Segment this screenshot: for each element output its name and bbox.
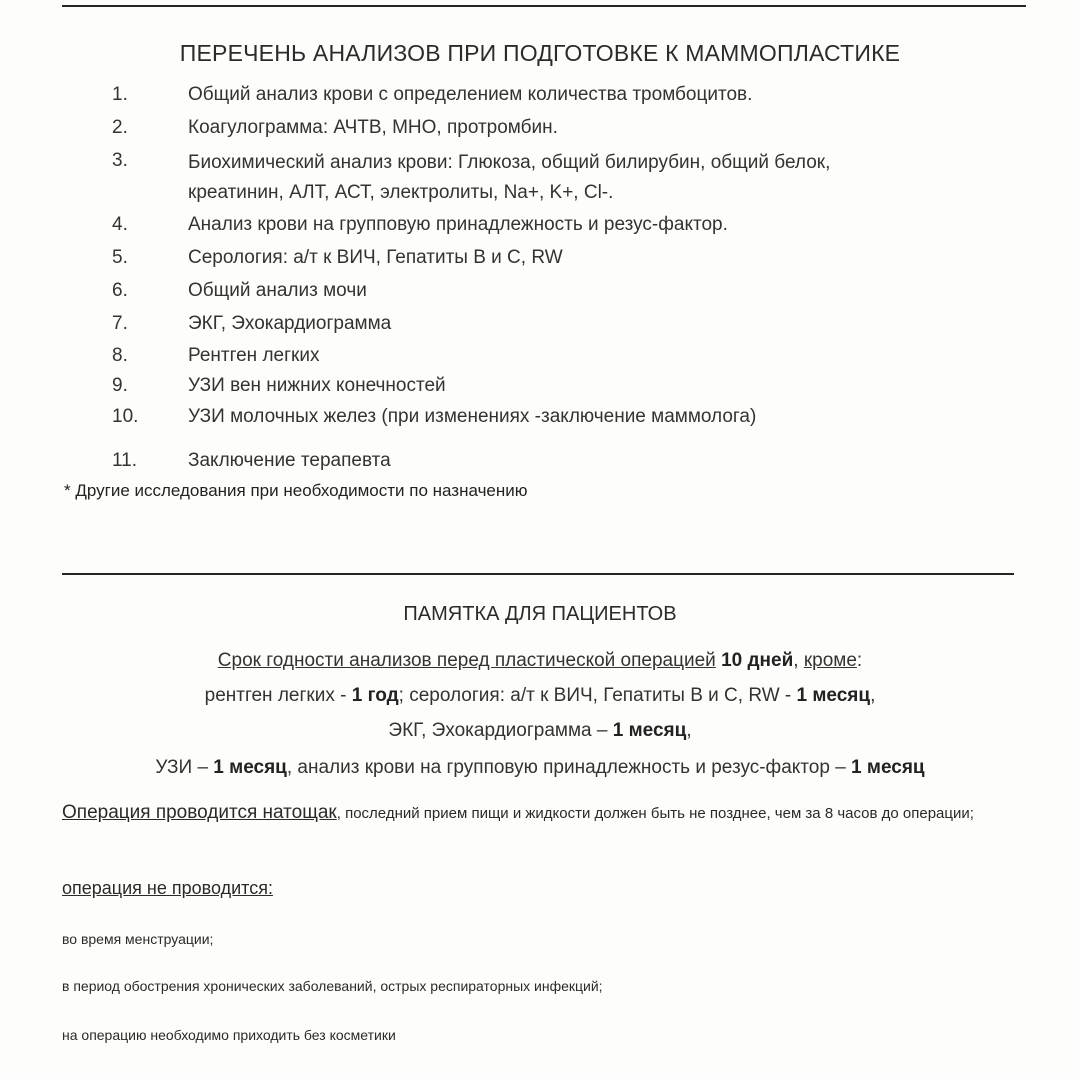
item-number: 10.	[112, 406, 139, 427]
validity-term: 1 месяц	[851, 757, 925, 778]
item-text: Общий анализ крови с определением количества тромбоцитов.	[188, 84, 753, 105]
item-text: ЭКГ, Эхокардиограмма	[188, 313, 392, 334]
item-number: 4.	[112, 214, 128, 235]
contraindication-2: в период обострения хронических заболеваний, острых респираторных инфекций;	[62, 978, 603, 994]
patient-memo-title: ПАМЯТКА ДЛЯ ПАЦИЕНТОВ	[403, 603, 677, 625]
validity-text: ,	[870, 685, 876, 706]
analyses-list-title: ПЕРЕЧЕНЬ АНАЛИЗОВ ПРИ ПОДГОТОВКЕ К МАММОПЛАСТИКЕ	[179, 40, 901, 66]
item-text: Анализ крови на групповую принадлежность и резус-фактор.	[188, 214, 728, 235]
validity-except: кроме	[803, 650, 857, 671]
item-text: УЗИ молочных желез (при изменениях -заключение маммолога)	[188, 406, 757, 427]
fasting-lead: Операция проводится натощак	[62, 802, 337, 823]
item-number: 7.	[112, 313, 128, 334]
validity-line-3	[0, 718, 1080, 744]
fasting-rest: , последний прием пищи и жидкости должен быть не позднее, чем за 8 часов до операции;	[336, 805, 974, 822]
not-performed-heading	[62, 878, 1022, 899]
validity-days: 10 дней	[715, 650, 794, 671]
validity-line-1	[0, 648, 1080, 674]
item-number: 1.	[112, 84, 128, 105]
contraindication-3: на операцию необходимо приходить без косметики	[62, 1027, 396, 1043]
validity-line-2	[0, 683, 1080, 709]
validity-term: 1 месяц	[213, 757, 287, 778]
validity-term: 1 месяц	[796, 685, 871, 706]
item-text: Коагулограмма: АЧТВ, МНО, протромбин.	[188, 117, 558, 138]
validity-colon: :	[856, 650, 863, 671]
validity-line-4	[0, 755, 1080, 781]
item-number: 8.	[112, 345, 128, 366]
item-text: Серология: а/т к ВИЧ, Гепатиты В и С, RW	[188, 247, 563, 268]
item-number: 11.	[112, 450, 138, 471]
validity-text: ; серология: а/т к ВИЧ, Гепатиты В и С, RW -	[398, 685, 797, 706]
item-number: 3.	[112, 150, 128, 171]
item-text: Общий анализ мочи	[188, 280, 367, 301]
top-divider	[62, 5, 1026, 7]
validity-term: 1 месяц	[612, 720, 687, 741]
item-number: 9.	[112, 375, 128, 396]
item-number: 5.	[112, 247, 128, 268]
validity-comma: ,	[793, 650, 804, 671]
item-text: Рентген легких	[188, 345, 320, 366]
validity-heading: Срок годности анализов перед пластической операцией	[217, 650, 716, 671]
other-tests-note: * Другие исследования при необходимости по назначению	[64, 481, 528, 500]
middle-divider	[62, 573, 1014, 575]
contraindication-1: во время менструации;	[62, 931, 214, 947]
validity-text: ЭКГ, Эхокардиограмма –	[388, 720, 613, 741]
fasting-paragraph	[62, 801, 1022, 826]
item-text: УЗИ вен нижних конечностей	[188, 375, 446, 396]
item-number: 6.	[112, 280, 128, 301]
item-number: 2.	[112, 117, 128, 138]
validity-text: рентген легких -	[204, 685, 352, 706]
validity-term: 1 год	[351, 685, 399, 706]
item-text: Заключение терапевта	[188, 450, 391, 471]
validity-text: ,	[686, 720, 692, 741]
item-text: Биохимический анализ крови: Глюкоза, общий билирубин, общий белок, креатинин, АЛТ, АСТ, электролиты, Na+, K+, Cl-.	[188, 152, 831, 203]
not-performed-colon: :	[267, 878, 273, 898]
not-performed-text: операция не проводится	[62, 878, 268, 898]
validity-text: , анализ крови на групповую принадлежность и резус-фактор –	[286, 757, 852, 778]
validity-text: УЗИ –	[155, 757, 214, 778]
